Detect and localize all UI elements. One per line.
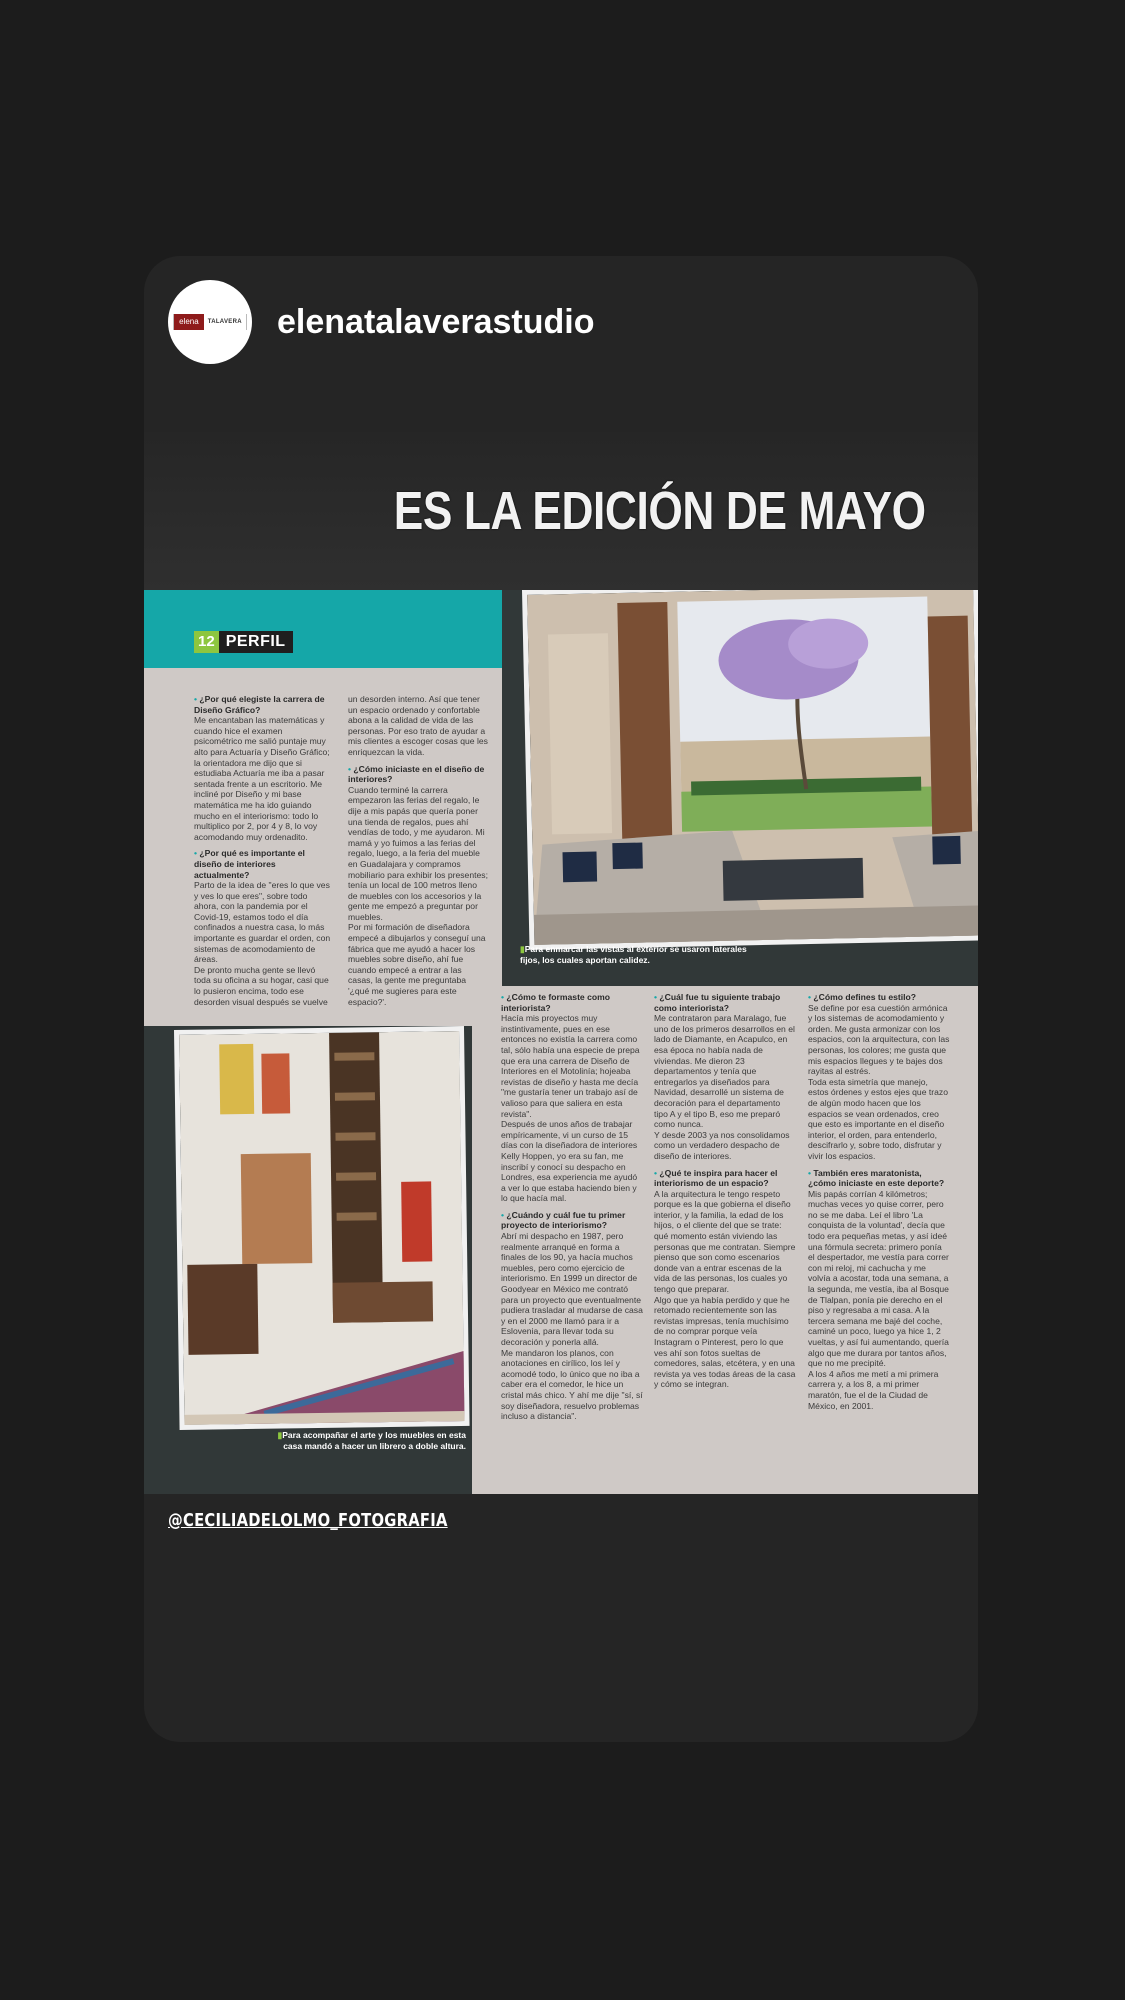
- living-room-illustration: [527, 590, 978, 950]
- page-number: 12: [194, 631, 219, 653]
- username[interactable]: elenatalaverastudio: [277, 302, 595, 341]
- text-column-1: • ¿Por qué elegiste la carrera de Diseño Gráfico? Me encantaban las matemáticas y cuando hice el examen psicométrico me salió puntaje muy alto para Actuaría y Diseño Gráfico; la orientadora me dijo que si estudiaba Actuaría me iba a pasar sentada frente a un escritorio. Me incliné por Diseño y mi base matemática me ha ido guiando mucho en el interiorismo: todo lo multiplico por 2, por 4 y 8, lo voy acomodando muy ordenadito. • ¿Por qué es importante el diseño de interiores actualmente? Parto de la idea de "eres lo que ves y ves lo que eres", sobre todo ahora, con la pandemia por el Covid-19, estamos todo el día confinados a nuestra casa, lo más importante es guardar el orden, con sistemas de acomodamiento de áreas. De pronto mucha gente se llevó toda su oficina a su hogar, casi que lo pusieron encima, todo ese desorden visual después se vuelve: [194, 694, 332, 1007]
- text-column-4: • ¿Cuál fue tu siguiente trabajo como interiorista? Me contrataron para Maralago, fue uno de los primeros desarrollos en el lado de Diamante, en Acapulco, en esa época no había nada de viviendas. Me dieron 23 departamentos y tenía que entregarlos ya diseñados para Navidad, desarrollé un sistema de decoración para el departamento tipo A y el tipo B, eso me preparó como nunca. Y desde 2003 ya nos consolidamos como un verdadero despacho de diseño de interiores. • ¿Qué te inspira para hacer el interiorismo de un espacio? A la arquitectura le tengo respeto porque es la que gobierna el diseño interior, y la familia, la edad de los hijos, o el cliente del que se trate: qué momento están viviendo las personas que me contratan. Siempre pienso que son como escenarios donde van a entrar escenas de la vida de las personas, los cuales yo tengo que preparar. Algo que ya había perdido y que he retomado recientemente son las revistas impresas, tenía muchísimo de no comprar porque veía Instagram o Pinterest, pero lo que ves ahí son fotos sueltas de comedores, salas, etcétera, y en una revista ya ves todas áreas de la casa y cómo se integran.: [654, 992, 796, 1390]
- library-photo: [174, 1026, 470, 1430]
- brand-logo: elena TALAVERA: [173, 314, 247, 330]
- living-room-photo: [522, 590, 978, 950]
- teal-header-band: [144, 590, 502, 668]
- text-column-3: • ¿Cómo te formaste como interiorista? Hacía mis proyectos muy instintivamente, pues en ese entonces no existía la carrera como tal, sólo había una especie de prepa que era una carrera de Diseño de Interiores en el Motolinía; hojeaba revistas de diseño y hasta me decía "me gustaría tener un trabajo así de valioso para que saliera en esta revista". Después de unos años de trabajar empíricamente, vi un curso de 15 días con la diseñadora de interiores Kelly Hoppen, yo era su fan, me inscribí y conocí su despacho en Londres, esa experiencia me ayudó a ver lo que estaba haciendo bien y lo que hacía mal. • ¿Cuándo y cuál fue tu primer proyecto de interiorismo? Abrí mi despacho en 1987, pero realmente arranqué en forma a finales de los 90, ya hacía muchos muebles, pero como ejercicio de interiorismo. En 1999 un director de Goodyear en México me contrató para un proyecto que eventualmente pudiera trasladar al mudarse de casa y en el 2000 me llamó para ir a Eslovenia, para llevar toda su decoración y ponerla allá. Me mandaron los planos, con anotaciones en cirílico, los leí y acomodé todo, lo único que no iba a caber era el comedor, le hice un cristal más chico. Y ahí me dije "sí, sí soy diseñadora, resuelvo problemas incluso a distancia".: [501, 992, 643, 1422]
- caption-library: ▮Para acompañar el arte y los muebles en esta casa mandó a hacer un librero a doble altura.: [277, 1430, 466, 1451]
- section-name: PERFIL: [219, 631, 293, 653]
- profile-avatar[interactable]: [168, 280, 252, 364]
- headline: ES LA EDICIÓN DE MAYO: [394, 481, 926, 541]
- caption-living-room: ▮Para enmarcar las vistas al exterior se usaron laterales fijos, los cuales aportan calidez.: [520, 944, 747, 965]
- photographer-mention[interactable]: @CECILIADELOLMO_FOTOGRAFIA: [168, 1510, 448, 1531]
- story-card: [144, 256, 978, 1742]
- section-tag: [194, 630, 293, 654]
- text-column-5: • ¿Cómo defines tu estilo? Se define por esa cuestión armónica y los sistemas de acomodamiento y orden. Me gusta armonizar con los espacios, con la arquitectura, con las personas, los colores; me gusta que mis espacios llegues y te bajes dos rayitas al estrés. Toda esta simetría que manejo, estos órdenes y estos ejes que trazo de algún modo hacen que los espacios se vean ordenados, creo que esto es importante en el diseño interior, el orden, para entenderlo, descifrarlo y, sobre todo, disfrutar y vivir los espacios. • También eres maratonista, ¿cómo iniciaste en este deporte? Mis papás corrían 4 kilómetros; muchas veces yo quise correr, pero no se me daba. Leí el libro 'La conquista de la voluntad', decía que todo era pequeñas metas, y así ideé una fórmula secreta: primero ponía el despertador, me vestía para correr con mi reloj, mi cachucha y me volvía a acostar, toda una semana, a la segunda, me vestía, iba al Bosque de Tlalpan, ponía pie derecho en el piso y regresaba a mi casa. A la tercera semana me bajé del coche, caminé un poco, luego ya hice 1, 2 vueltas, y así fui aumentando, quería algo que me durara por tantos años, que no me precipité. A los 4 años me metí a mi primera carrera y, a los 8, a mi primer maratón, fue el de la Ciudad de México, en 2001.: [808, 992, 950, 1411]
- post-header: [168, 280, 594, 364]
- post-image: [144, 432, 978, 1494]
- text-column-2: un desorden interno. Así que tener un espacio ordenado y confortable abona a la calidad de vida de las personas. Por eso trato de ayudar a mis clientes a escoger cosas que les enriquezcan la vida. • ¿Cómo iniciaste en el diseño de interiores? Cuando terminé la carrera empezaron las ferias del regalo, le dije a mis papás que quería poner una tienda de regalos, pues ahí vendías de todo, y me ayudaron. Mi mamá y yo fuimos a las ferias del regalo, luego, a la feria del mueble en Guadalajara y compramos mobiliario para exhibir los presentes; tenía un local de 100 metros lleno de muebles con los accesorios y la gente me empezó a preguntar por muebles. Por mi formación de diseñadora empecé a dibujarlos y conseguí una fábrica que me ayudó a hacer los muebles sobre diseño, ahí fue cuando empecé a entrar a las casas, la gente me preguntaba '¿qué me sugieres para este espacio?'.: [348, 694, 488, 1007]
- library-illustration: [179, 1031, 469, 1430]
- magazine-page: [144, 590, 978, 1494]
